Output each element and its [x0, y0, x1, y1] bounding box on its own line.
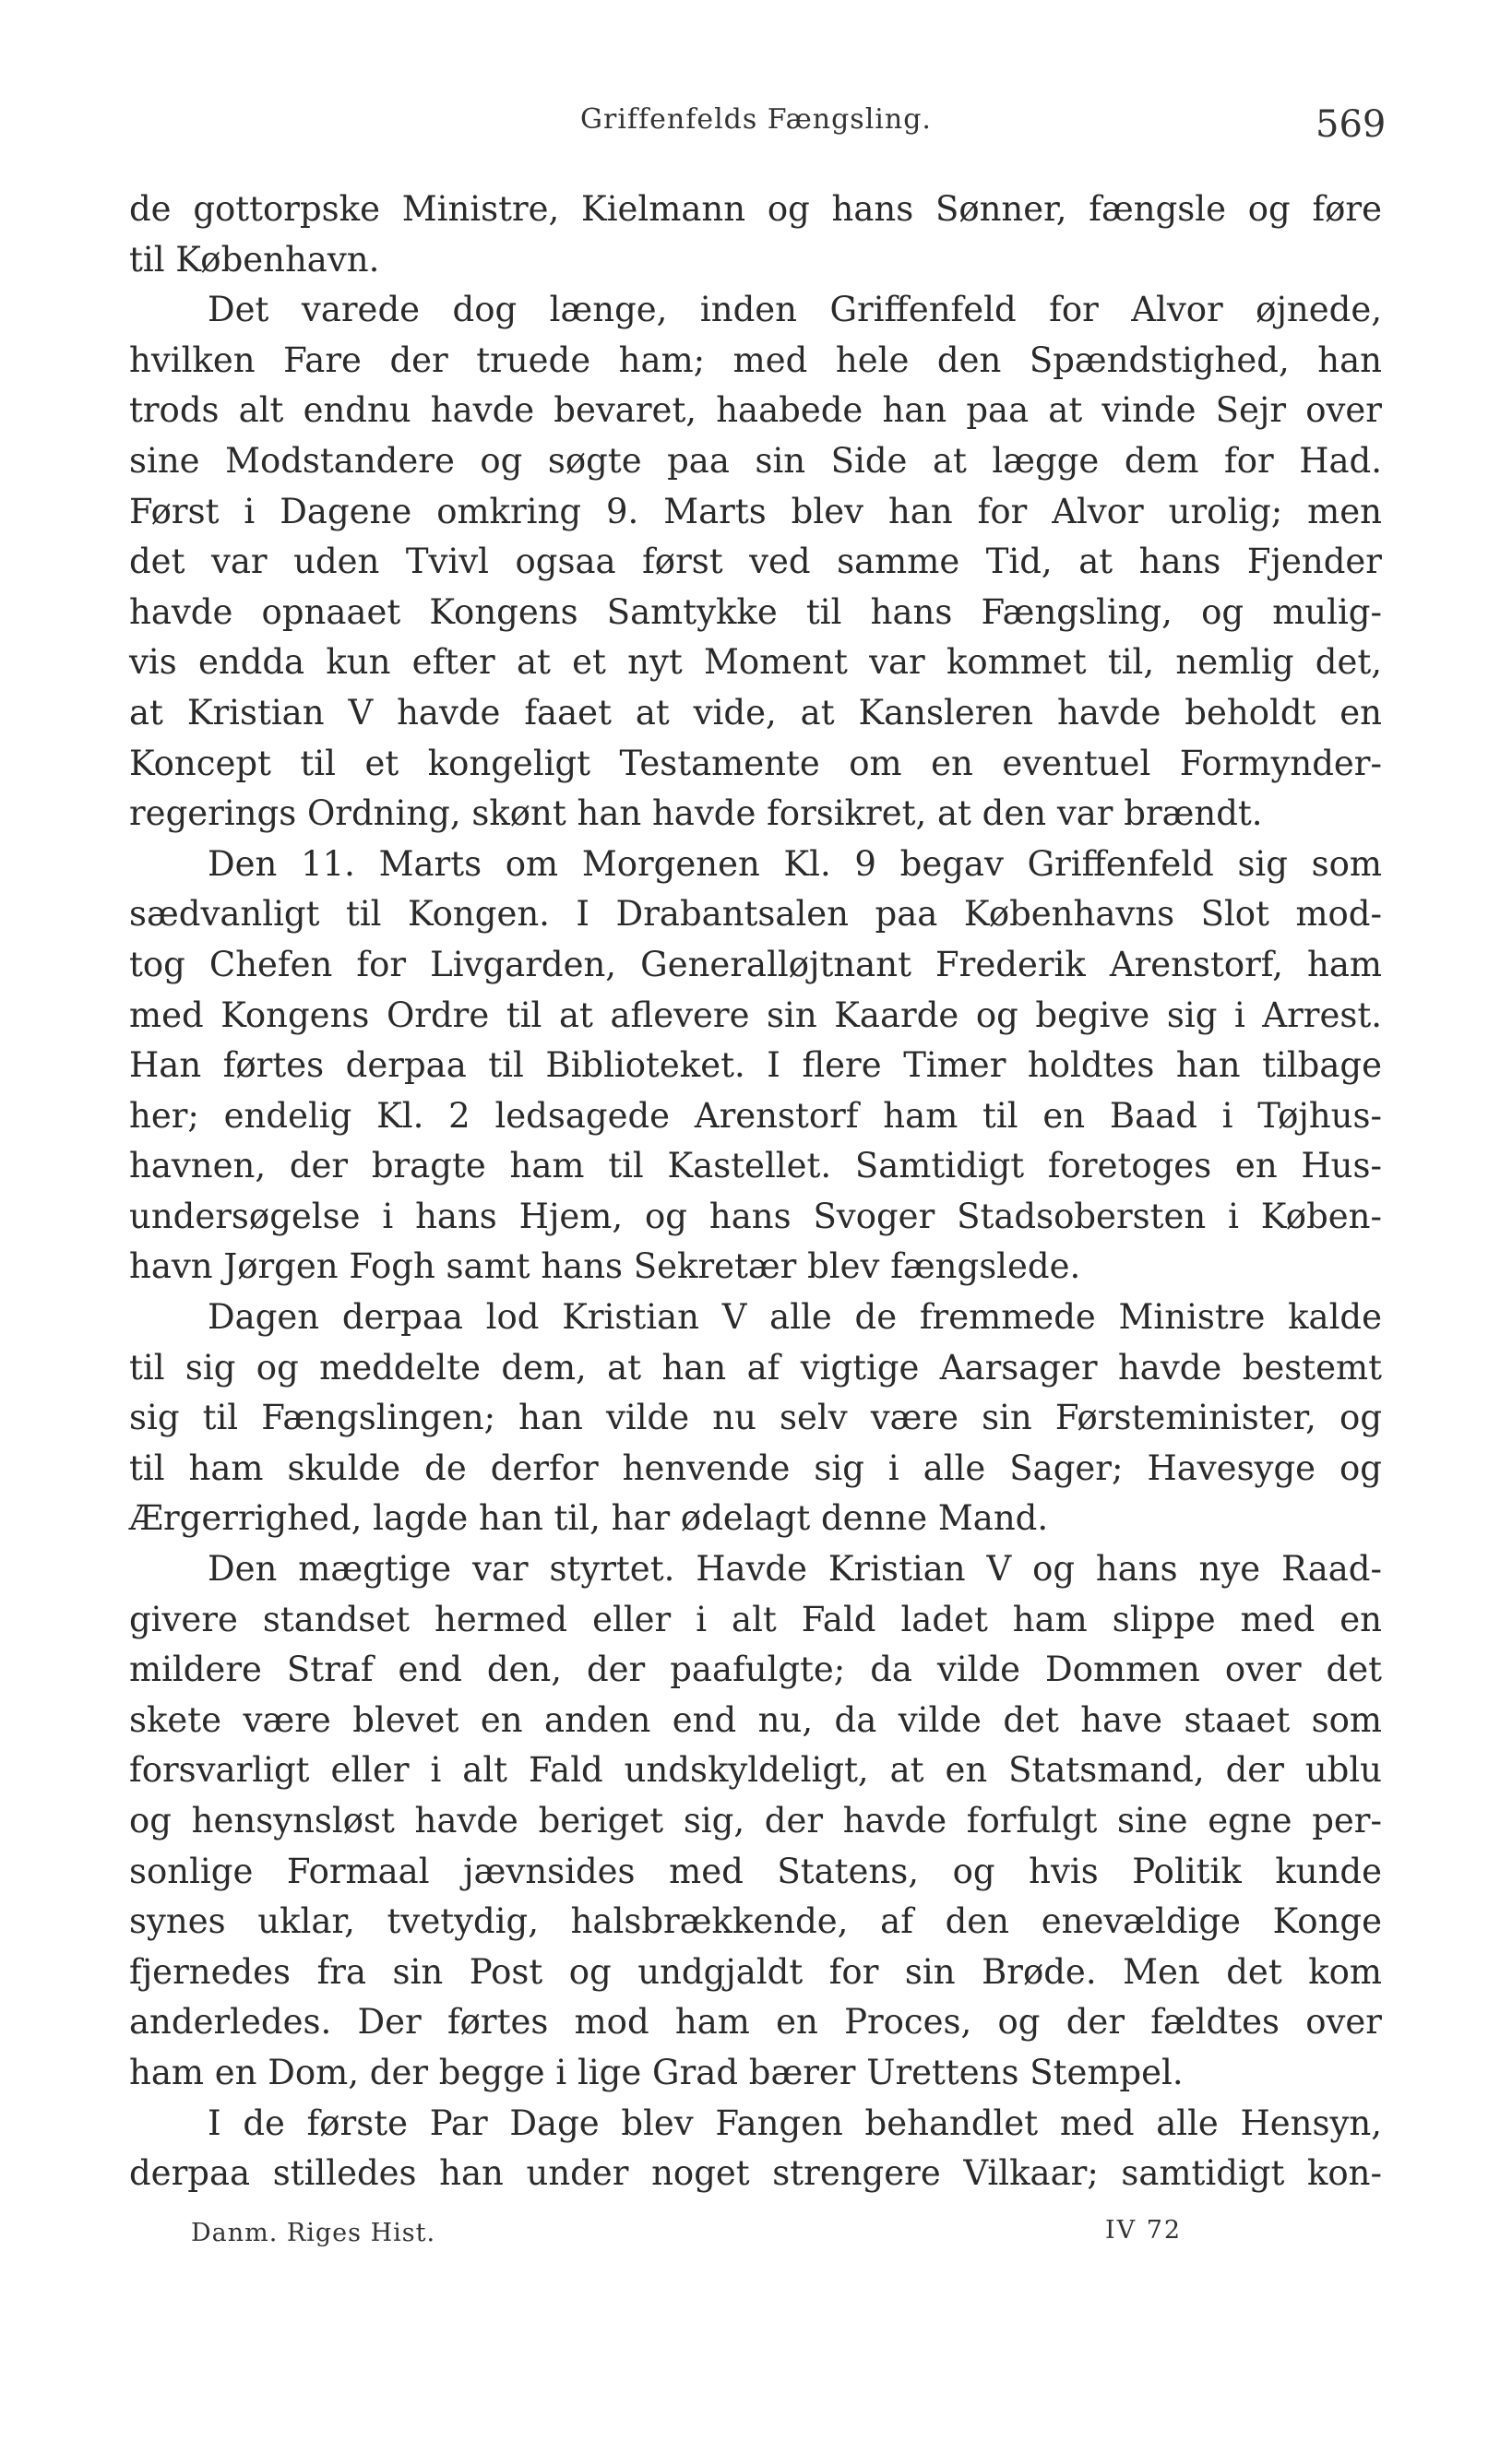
running-header-title: Griffenfelds Fængsling.: [580, 103, 932, 136]
text-line: Ærgerrighed, lagde han til, har ødelagt denne Mand.: [129, 1498, 1049, 1539]
text-line: undersøgelse i hans Hjem, og hans Svoger Stadsobersten i Køben-: [129, 1196, 1382, 1236]
text-line: til København.: [129, 239, 380, 280]
text-line: vis endda kun efter at et nyt Moment var kommet til, nemlig det,: [129, 642, 1382, 683]
text-line: det var uden Tvivl ogsaa først ved samme Tid, at hans Fjender: [129, 542, 1382, 582]
text-line: til sig og meddelte dem, at han af vigtige Aarsager havde bestemt: [129, 1347, 1382, 1388]
text-line: regerings Ordning, skønt han havde forsikret, at den var brændt.: [129, 793, 1263, 834]
text-line: havn Jørgen Fogh samt hans Sekretær blev fængslede.: [129, 1246, 1081, 1287]
text-line: med Kongens Ordre til at aflevere sin Kaarde og begive sig i Arrest.: [129, 995, 1382, 1035]
text-line: givere standset hermed eller i alt Fald ladet ham slippe med en: [129, 1599, 1382, 1639]
text-line: de gottorpske Ministre, Kielmann og hans Sønner, fængsle og føre: [129, 189, 1382, 229]
text-line: Han førtes derpaa til Biblioteket. I flere Timer holdtes han tilbage: [129, 1045, 1382, 1086]
text-line: havnen, der bragte ham til Kastellet. Samtidigt foretoges en Hus-: [129, 1146, 1382, 1186]
text-line: til ham skulde de derfor henvende sig i alle Sager; Havesyge og: [129, 1447, 1382, 1488]
text-line: sig til Fængslingen; han vilde nu selv være sin Førsteminister, og: [129, 1398, 1382, 1438]
text-line: Det varede dog længe, inden Griffenfeld for Alvor øjnede,: [208, 290, 1382, 330]
text-line: og hensynsløst havde beriget sig, der havde forfulgt sine egne per-: [129, 1801, 1382, 1840]
text-line: synes uklar, tvetydig, halsbrækkende, af den enevældige Konge: [129, 1901, 1382, 1942]
text-line: hvilken Fare der truede ham; med hele den Spændstighed, han: [129, 340, 1382, 380]
text-line: Først i Dagene omkring 9. Marts blev han for Alvor urolig; men: [129, 491, 1382, 531]
page-number: 569: [1316, 103, 1387, 146]
text-line: I de første Par Dage blev Fangen behandlet med alle Hensyn,: [208, 2103, 1382, 2143]
text-line: tog Chefen for Livgarden, Generalløjtnant Frederik Arenstorf, ham: [129, 944, 1382, 984]
text-line: Den 11. Marts om Morgenen Kl. 9 begav Griffenfeld sig som: [208, 843, 1382, 884]
text-line: sædvanligt til Kongen. I Drabantsalen paa Københavns Slot mod-: [129, 894, 1382, 935]
text-line: at Kristian V havde faaet at vide, at Kansleren havde beholdt en: [129, 692, 1382, 733]
text-line: trods alt endnu havde bevaret, haabede han paa at vinde Sejr over: [129, 390, 1382, 431]
footer-signature-left: Danm. Riges Hist.: [191, 2219, 436, 2247]
footer-signature-right: IV 72: [1105, 2216, 1183, 2245]
text-line: her; endelig Kl. 2 ledsagede Arenstorf ham til en Baad i Tøjhus-: [129, 1095, 1382, 1136]
text-line: skete være blevet en anden end nu, da vilde det have staaet som: [129, 1699, 1382, 1740]
text-line: forsvarligt eller i alt Fald undskyldeligt, at en Statsmand, der ublu: [129, 1750, 1382, 1791]
text-line: mildere Straf end den, der paafulgte; da vilde Dommen over det: [129, 1650, 1382, 1690]
text-line: fjernedes fra sin Post og undgjaldt for sin Brøde. Men det kom: [129, 1951, 1382, 1992]
text-line: sonlige Formaal jævnsides med Statens, og hvis Politik kunde: [129, 1851, 1382, 1891]
text-line: havde opnaaet Kongens Samtykke til hans Fængsling, og mulig-: [129, 591, 1382, 632]
text-line: anderledes. Der førtes mod ham en Proces, og der fældtes over: [129, 2002, 1382, 2043]
text-line: derpaa stilledes han under noget strengere Vilkaar; samtidigt kon-: [129, 2153, 1382, 2194]
text-line: Dagen derpaa lod Kristian V alle de fremmede Ministre kalde: [208, 1297, 1382, 1338]
body-text: [129, 185, 1382, 2199]
text-line: ham en Dom, der begge i lige Grad bærer Urettens Stempel.: [129, 2052, 1184, 2092]
text-line: sine Modstandere og søgte paa sin Side at lægge dem for Had.: [129, 440, 1382, 481]
text-line: Den mægtige var styrtet. Havde Kristian V og hans nye Raad-: [208, 1549, 1382, 1590]
text-line: Koncept til et kongeligt Testamente om en eventuel Formynder-: [129, 743, 1382, 783]
